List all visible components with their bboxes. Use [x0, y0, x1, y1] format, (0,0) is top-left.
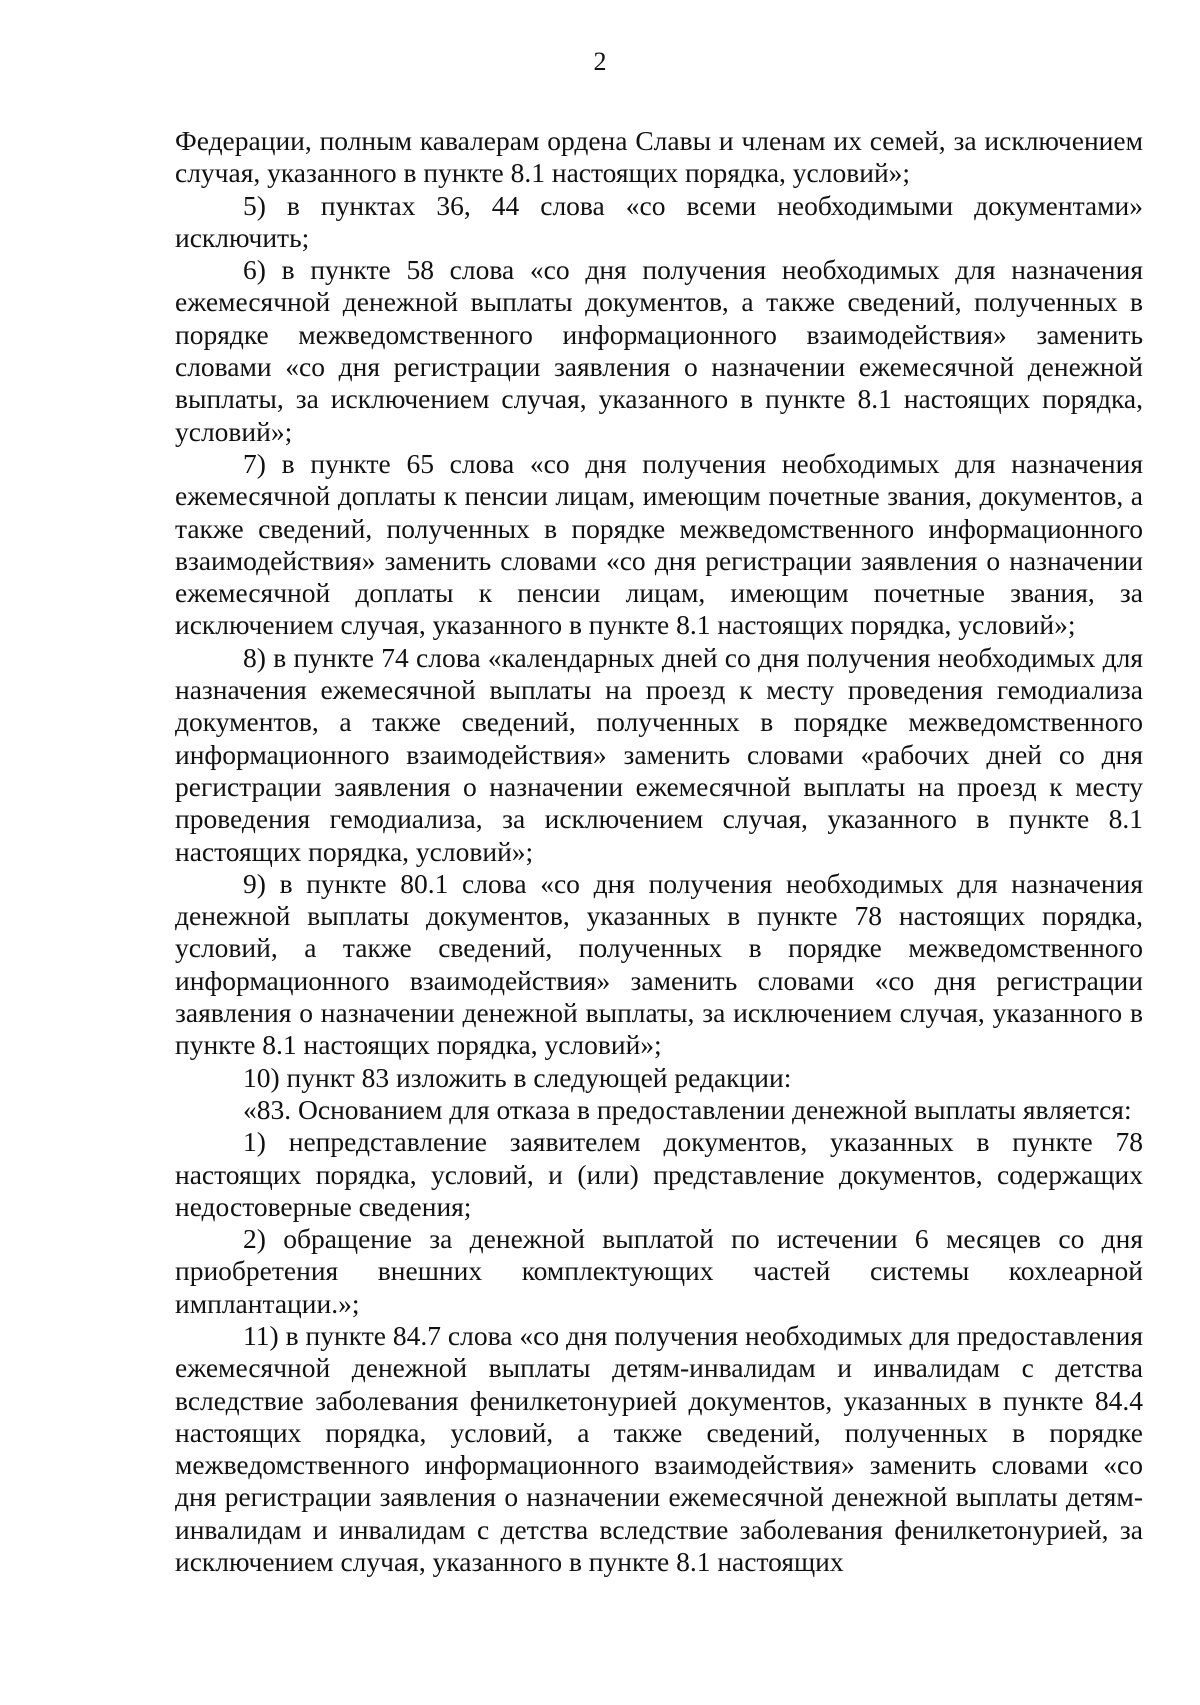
paragraph: 7) в пункте 65 слова «со дня получения необходимых для назначения ежемесячной доплаты к пенсии лицам, имеющим почетные звания, документов, а также сведений, полученных в порядке межведомственного информационного взаимодействия» заменить словами «со дня регистрации заявления о назначении ежемесячной доплаты к пенсии лицам, имеющим почетные звания, за исключением случая, указанного в пункте 8.1 настоящих порядка, условий»;: [175, 447, 1143, 641]
paragraph: 1) непредставление заявителем документов, указанных в пункте 78 настоящих порядка, условий, и (или) представление документов, содержащих недостоверные сведения;: [175, 1126, 1143, 1222]
paragraph: 11) в пункте 84.7 слова «со дня получения необходимых для предоставления ежемесячной денежной выплаты детям-инвалидам и инвалидам с детства вследствие заболевания фенилкетонурией документов, указанных в пункте 84.4 настоящих порядка, условий, а также сведений, полученных в порядке межведомственного информационного взаимодействия» заменить словами «со дня регистрации заявления о назначении ежемесячной денежной выплаты детям-инвалидам и инвалидам с детства вследствие заболевания фенилкетонурией, за исключением случая, указанного в пункте 8.1 настоящих: [175, 1319, 1143, 1578]
paragraph: 6) в пункте 58 слова «со дня получения необходимых для назначения ежемесячной денежной выплаты документов, а также сведений, полученных в порядке межведомственного информационного взаимодействия» заменить словами «со дня регистрации заявления о назначении ежемесячной денежной выплаты, за исключением случая, указанного в пункте 8.1 настоящих порядка, условий»;: [175, 254, 1143, 447]
paragraph: Федерации, полным кавалерам ордена Славы и членам их семей, за исключением случая, указанного в пункте 8.1 настоящих порядка, условий»;: [175, 125, 1143, 189]
paragraph: 10) пункт 83 изложить в следующей редакции:: [243, 1061, 792, 1093]
paragraph: 9) в пункте 80.1 слова «со дня получения необходимых для назначения денежной выплаты документов, указанных в пункте 78 настоящих порядка, условий, а также сведений, полученных в порядке межведомственного информационного взаимодействия» заменить словами «со дня регистрации заявления о назначении денежной выплаты, за исключением случая, указанного в пункте 8.1 настоящих порядка, условий»;: [175, 867, 1143, 1061]
document-body: [175, 125, 1143, 1578]
page-number: 2: [593, 47, 607, 76]
paragraph: 5) в пунктах 36, 44 слова «со всеми необходимыми документами» исключить;: [175, 189, 1143, 253]
paragraph: 8) в пункте 74 слова «календарных дней со дня получения необходимых для назначения ежемесячной выплаты на проезд к месту проведения гемодиализа документов, а также сведений, полученных в порядке межведомственного информационного взаимодействия» заменить словами «рабочих дней со дня регистрации заявления о назначении ежемесячной выплаты на проезд к месту проведения гемодиализа, за исключением случая, указанного в пункте 8.1 настоящих порядка, условий»;: [175, 641, 1143, 867]
paragraph: «83. Основанием для отказа в предоставлении денежной выплаты является:: [243, 1093, 1132, 1125]
paragraph: 2) обращение за денежной выплатой по истечении 6 месяцев со дня приобретения внешних комплектующих частей системы кохлеарной имплантации.»;: [175, 1223, 1143, 1319]
